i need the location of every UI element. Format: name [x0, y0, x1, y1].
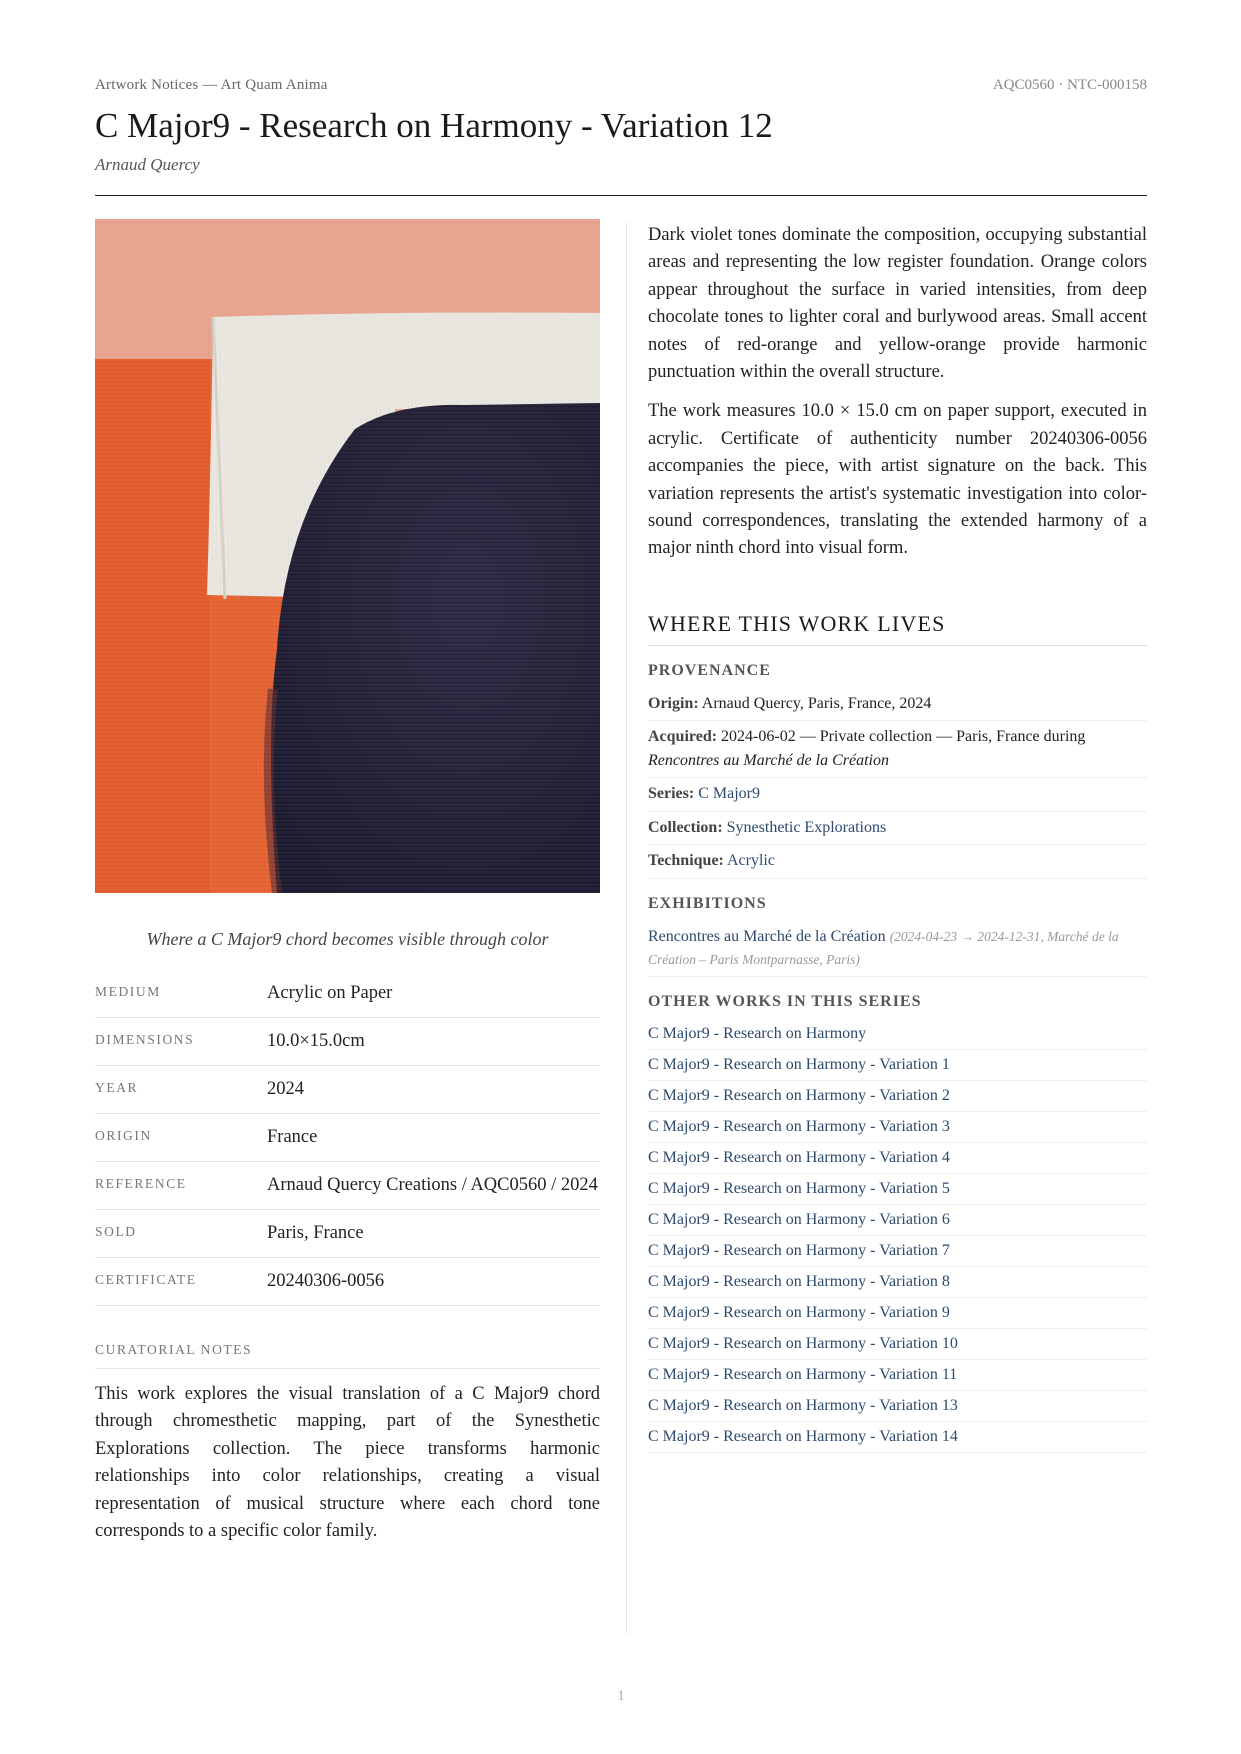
spec-label: REFERENCE — [95, 1176, 187, 1191]
acquired-label: Acquired: — [648, 728, 718, 746]
spec-table — [95, 970, 600, 1306]
description-paragraph: The work measures 10.0 × 15.0 cm on paper support, executed in acrylic. Certificate of authenticity number 20240306-0056 accompanies the piece, with artist signature on the back. This variation represents the artist's systematic investigation into color-sound correspondences, translating the extended harmony of a major ninth chord into visual form. — [648, 401, 1147, 559]
series-work-link[interactable]: C Major9 - Research on Harmony — [648, 1019, 1147, 1050]
series-work-link[interactable]: C Major9 - Research on Harmony - Variation 3 — [648, 1112, 1147, 1143]
series-work-link[interactable]: C Major9 - Research on Harmony - Variation 13 — [648, 1391, 1147, 1422]
left-column — [95, 219, 600, 1545]
series-work-link[interactable]: C Major9 - Research on Harmony - Variation 11 — [648, 1360, 1147, 1391]
spec-row-year — [95, 1066, 600, 1114]
exhibitions-heading: EXHIBITIONS — [648, 894, 767, 912]
collection-label: Collection: — [648, 818, 723, 836]
spec-value: 2024 — [267, 1079, 304, 1099]
top-line — [95, 77, 1147, 97]
notice-label: Artwork Notices — Art Quam Anima — [95, 77, 328, 93]
technique-link[interactable]: Acrylic — [727, 852, 775, 870]
column-divider — [626, 222, 627, 1634]
spec-row-sold — [95, 1210, 600, 1258]
spec-row-reference — [95, 1162, 600, 1210]
curatorial-heading: CURATORIAL NOTES — [95, 1342, 600, 1369]
origin-value: Arnaud Quercy, Paris, France, 2024 — [701, 694, 932, 712]
spec-value: Paris, France — [267, 1223, 364, 1243]
series-work-link[interactable]: C Major9 - Research on Harmony - Variation 1 — [648, 1050, 1147, 1081]
spec-label: CERTIFICATE — [95, 1272, 197, 1287]
series-work-link[interactable]: C Major9 - Research on Harmony - Variation 2 — [648, 1081, 1147, 1112]
series-work-link[interactable]: C Major9 - Research on Harmony - Variation 8 — [648, 1267, 1147, 1298]
spec-value: Arnaud Quercy Creations / AQC0560 / 2024 — [267, 1175, 598, 1195]
exhibition-meta: (2024-04-23 → 2024-12-31, Marché de la Création – Paris Montparnasse, Paris) — [648, 928, 1119, 967]
series-works-list — [648, 1019, 1147, 1453]
artwork-caption: Where a C Major9 chord becomes visible through color — [146, 929, 549, 949]
page-title: C Major9 - Research on Harmony - Variation 12 — [95, 106, 773, 145]
series-work-link[interactable]: C Major9 - Research on Harmony - Variation 5 — [648, 1174, 1147, 1205]
series-work-link[interactable]: C Major9 - Research on Harmony - Variation 6 — [648, 1205, 1147, 1236]
document-page — [95, 0, 1147, 1754]
spec-label: MEDIUM — [95, 984, 161, 999]
series-works-heading: OTHER WORKS IN THIS SERIES — [648, 992, 922, 1010]
spec-label: ORIGIN — [95, 1128, 152, 1143]
provenance-acquired — [648, 721, 1147, 778]
series-work-link[interactable]: C Major9 - Research on Harmony - Variation 14 — [648, 1422, 1147, 1453]
spec-row-medium — [95, 970, 600, 1018]
spec-value: France — [267, 1127, 318, 1147]
exhibition-link[interactable]: Rencontres au Marché de la Création — [648, 927, 886, 945]
description-paragraph: Dark violet tones dominate the composition, occupying substantial areas and representing the low register foundation. Orange colors appear throughout the surface in varied intensities, from deep chocolate tones to lighter coral and burlywood areas. Small accent notes of red-orange and yellow-orange provide harmonic punctuation within the overall structure. — [648, 225, 1147, 383]
provenance-collection — [648, 812, 1147, 846]
provenance-technique — [648, 845, 1147, 879]
series-work-link[interactable]: C Major9 - Research on Harmony - Variation 7 — [648, 1236, 1147, 1267]
series-label: Series: — [648, 785, 695, 803]
technique-label: Technique: — [648, 852, 724, 870]
origin-label: Origin: — [648, 694, 699, 712]
series-work-link[interactable]: C Major9 - Research on Harmony - Variation 4 — [648, 1143, 1147, 1174]
page-number: 1 — [617, 1688, 625, 1704]
provenance-origin — [648, 688, 1147, 722]
series-work-link[interactable]: C Major9 - Research on Harmony - Variation 9 — [648, 1298, 1147, 1329]
series-link[interactable]: C Major9 — [698, 785, 760, 803]
where-lives-heading: WHERE THIS WORK LIVES — [648, 611, 1147, 646]
header-rule — [95, 195, 1147, 196]
artwork-image — [95, 219, 600, 893]
acquired-event: Rencontres au Marché de la Création — [648, 751, 889, 769]
right-column — [648, 222, 1147, 1453]
provenance-series — [648, 778, 1147, 812]
spec-row-certificate — [95, 1258, 600, 1306]
provenance-heading: PROVENANCE — [648, 661, 771, 679]
exhibition-item — [648, 921, 1147, 977]
spec-row-dimensions — [95, 1018, 600, 1066]
spec-row-origin — [95, 1114, 600, 1162]
collection-link[interactable]: Synesthetic Explorations — [726, 818, 887, 836]
reference-code: AQC0560 · NTC-000158 — [992, 77, 1147, 93]
spec-label: SOLD — [95, 1224, 137, 1239]
spec-value: Acrylic on Paper — [267, 983, 393, 1003]
spec-value: 10.0×15.0cm — [267, 1031, 365, 1051]
series-work-link[interactable]: C Major9 - Research on Harmony - Variation 10 — [648, 1329, 1147, 1360]
spec-value: 20240306-0056 — [267, 1271, 385, 1291]
description — [648, 222, 1147, 563]
artist-name: Arnaud Quercy — [95, 155, 200, 174]
spec-label: YEAR — [95, 1080, 139, 1095]
spec-label: DIMENSIONS — [95, 1032, 195, 1047]
acquired-value: 2024-06-02 — Private collection — Paris, France during — [721, 728, 1086, 746]
curatorial-text: This work explores the visual translation of a C Major9 chord through chromesthetic mapping, part of the Synesthetic Explorations collection. The piece transforms harmonic relationships into color relationships, creating a visual representation of musical structure where each chord tone corresponds to a specific color family. — [95, 1384, 600, 1542]
